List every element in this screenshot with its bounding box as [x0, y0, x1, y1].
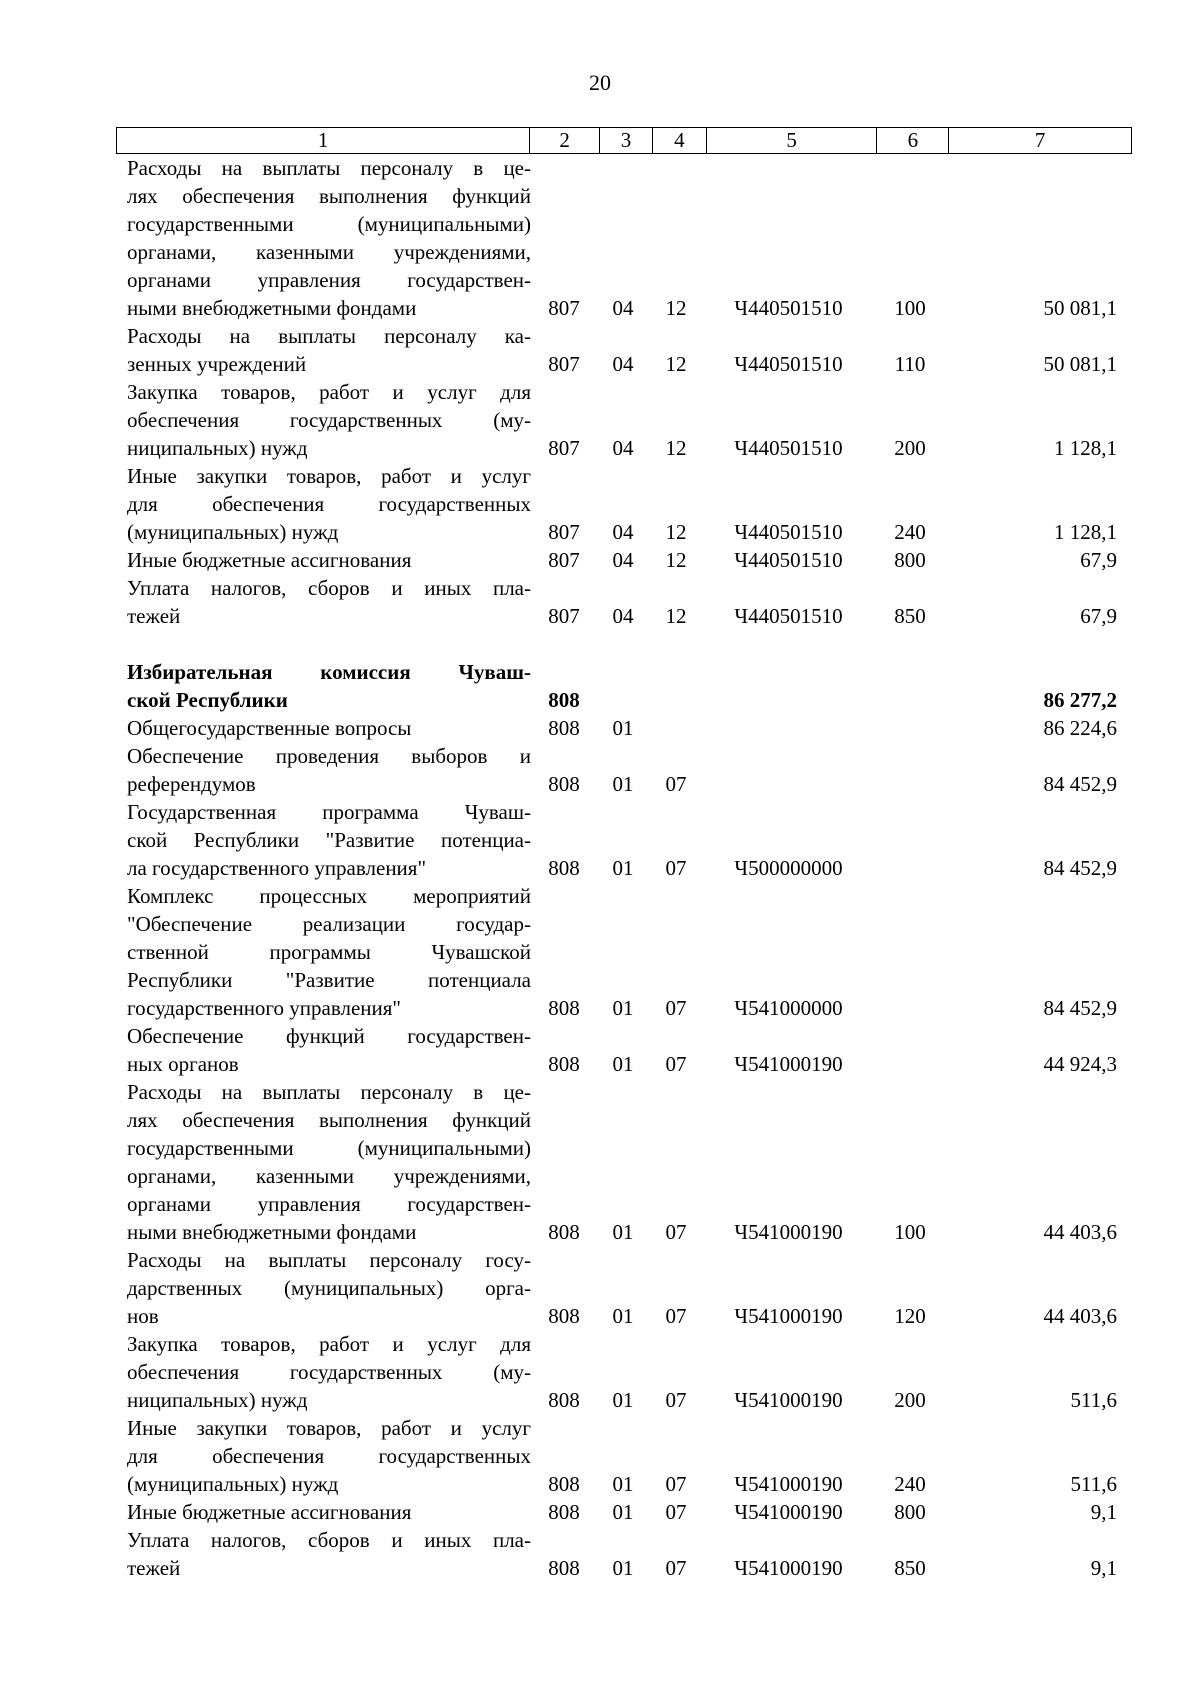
table-row	[116, 798, 1132, 882]
cell-col-5: Ч440501510	[734, 296, 843, 320]
row-name	[116, 882, 531, 1022]
row-name-line: ных органов	[127, 1052, 239, 1076]
header-col-7: 7	[948, 128, 1131, 153]
row-name-line: зенных учреждений	[127, 352, 307, 376]
cell-col-3: 01	[612, 996, 634, 1020]
row-name-line: органами управления государствен-	[127, 1192, 531, 1216]
row-name	[116, 154, 531, 322]
header-col-6: 6	[876, 128, 948, 153]
cell-col-7: 67,9	[1080, 548, 1117, 572]
row-name-line: (муниципальных) нужд	[127, 1472, 339, 1496]
cell-col-7: 511,6	[1070, 1472, 1117, 1496]
row-name-line: государственными (муниципальными)	[127, 212, 531, 236]
cell-col-2: 808	[548, 1556, 580, 1580]
cell-col-7: 84 452,9	[1043, 996, 1117, 1020]
cell-col-3: 04	[612, 296, 634, 320]
row-name-line: Закупка товаров, работ и услуг для	[127, 1332, 531, 1356]
cell-col-7: 44 924,3	[1043, 1052, 1117, 1076]
row-name-line: лях обеспечения выполнения функций	[127, 1108, 531, 1132]
row-name-line: ской Республики "Развитие потенциа-	[127, 828, 531, 852]
table-row	[116, 1246, 1132, 1330]
table-header	[116, 127, 1132, 154]
cell-col-6: 100	[894, 296, 926, 320]
cell-col-3: 04	[612, 436, 634, 460]
cell-col-6: 100	[894, 1220, 926, 1244]
cell-col-5: Ч440501510	[734, 548, 843, 572]
cell-col-7: 50 081,1	[1043, 352, 1117, 376]
cell-col-5: Ч541000190	[734, 1500, 843, 1524]
cell-col-2: 808	[548, 772, 580, 796]
row-name-line: тежей	[127, 604, 181, 628]
section-spacer	[116, 630, 1132, 658]
cell-col-5: Ч440501510	[734, 352, 843, 376]
cell-col-2: 808	[548, 1500, 580, 1524]
cell-col-2: 807	[548, 296, 580, 320]
cell-col-7: 1 128,1	[1054, 520, 1117, 544]
row-name-line: тежей	[127, 1556, 181, 1580]
row-name	[116, 378, 531, 462]
cell-col-3: 01	[612, 1052, 634, 1076]
table-row	[116, 714, 1132, 742]
cell-col-6: 200	[894, 436, 926, 460]
row-name-line: лях обеспечения выполнения функций	[127, 184, 531, 208]
row-name-line: референдумов	[127, 772, 256, 796]
row-name-line: ла государственного управления"	[127, 856, 427, 880]
cell-col-3: 01	[612, 772, 634, 796]
row-name	[116, 574, 531, 630]
row-name	[116, 322, 531, 378]
row-name-line: Комплекс процессных мероприятий	[127, 884, 531, 908]
cell-col-2: 808	[548, 856, 580, 880]
cell-col-7: 1 128,1	[1054, 436, 1117, 460]
row-name-line: Государственная программа Чуваш-	[127, 800, 531, 824]
row-name-line: Уплата налогов, сборов и иных пла-	[127, 576, 531, 600]
row-name	[116, 798, 531, 882]
cell-col-4: 07	[665, 1220, 687, 1244]
cell-col-3: 01	[612, 1388, 634, 1412]
cell-col-6: 110	[894, 352, 926, 376]
cell-col-7: 44 403,6	[1043, 1304, 1117, 1328]
row-name-line: Иные бюджетные ассигнования	[127, 1500, 412, 1524]
cell-col-4: 12	[665, 604, 687, 628]
row-name	[116, 1022, 531, 1078]
header-col-4: 4	[652, 128, 706, 153]
row-name-line: Расходы на выплаты персоналу госу-	[127, 1248, 531, 1272]
row-name-line: Иные бюджетные ассигнования	[127, 548, 412, 572]
row-name-line: для обеспечения государственных	[127, 1444, 531, 1468]
cell-col-2: 808	[548, 1304, 580, 1328]
cell-col-7: 67,9	[1080, 604, 1117, 628]
cell-col-5: Ч541000190	[734, 1472, 843, 1496]
row-name-line: нов	[127, 1304, 159, 1328]
cell-col-4: 12	[665, 436, 687, 460]
table-row	[116, 1414, 1132, 1498]
cell-col-5: Ч541000190	[734, 1220, 843, 1244]
row-name	[116, 714, 531, 742]
row-name-line: "Обеспечение реализации государ-	[127, 912, 531, 936]
cell-col-2: 807	[548, 548, 580, 572]
row-name-line: (муниципальных) нужд	[127, 520, 339, 544]
row-name-line: органами управления государствен-	[127, 268, 531, 292]
table-row	[116, 1330, 1132, 1414]
cell-col-4: 07	[665, 1052, 687, 1076]
cell-col-2: 808	[548, 996, 580, 1020]
cell-col-7: 44 403,6	[1043, 1220, 1117, 1244]
row-name	[116, 1078, 531, 1246]
table-row	[116, 546, 1132, 574]
cell-col-3: 04	[612, 604, 634, 628]
budget-table	[116, 127, 1132, 1582]
cell-col-3: 04	[612, 520, 634, 544]
cell-col-6: 850	[894, 1556, 926, 1580]
cell-col-5: Ч500000000	[734, 856, 843, 880]
row-name-line: Иные закупки товаров, работ и услуг	[127, 464, 531, 488]
cell-col-2: 807	[548, 604, 580, 628]
table-body	[116, 154, 1132, 1582]
cell-col-3: 01	[612, 1220, 634, 1244]
cell-col-5: Ч541000190	[734, 1304, 843, 1328]
row-name-line: обеспечения государственных (му-	[127, 1360, 531, 1384]
cell-col-2: 808	[548, 688, 580, 712]
row-name-line: Республики "Развитие потенциала	[127, 968, 531, 992]
table-row	[116, 462, 1132, 546]
cell-col-2: 807	[548, 520, 580, 544]
table-row	[116, 742, 1132, 798]
cell-col-4: 07	[665, 1556, 687, 1580]
row-name-line: ской Республики	[127, 688, 288, 712]
row-name-line: государственными (муниципальными)	[127, 1136, 531, 1160]
row-name	[116, 1246, 531, 1330]
cell-col-2: 808	[548, 1220, 580, 1244]
cell-col-6: 800	[894, 548, 926, 572]
row-name-line: государственного управления"	[127, 996, 401, 1020]
row-name	[116, 462, 531, 546]
cell-col-4: 12	[665, 548, 687, 572]
cell-col-7: 9,1	[1090, 1556, 1117, 1580]
table-row	[116, 378, 1132, 462]
cell-col-3: 01	[612, 1472, 634, 1496]
cell-col-2: 807	[548, 352, 580, 376]
page-number: 20	[589, 70, 611, 95]
row-name-line: ниципальных) нужд	[127, 1388, 308, 1412]
table-row	[116, 1498, 1132, 1526]
cell-col-7: 86 277,2	[1043, 688, 1117, 712]
row-name-line: Закупка товаров, работ и услуг для	[127, 380, 531, 404]
cell-col-6: 120	[894, 1304, 926, 1328]
row-name-line: ственной программы Чувашской	[127, 940, 531, 964]
header-col-5: 5	[706, 128, 877, 153]
cell-col-4: 07	[665, 1304, 687, 1328]
cell-col-2: 807	[548, 436, 580, 460]
row-name	[116, 1330, 531, 1414]
cell-col-6: 850	[894, 604, 926, 628]
row-name	[116, 1414, 531, 1498]
cell-col-6: 200	[894, 1388, 926, 1412]
cell-col-4: 07	[665, 772, 687, 796]
header-col-3: 3	[599, 128, 652, 153]
row-name-line: Избирательная комиссия Чуваш-	[127, 660, 531, 684]
cell-col-3: 04	[612, 548, 634, 572]
cell-col-5: Ч541000190	[734, 1052, 843, 1076]
cell-col-3: 01	[612, 856, 634, 880]
cell-col-4: 07	[665, 856, 687, 880]
table-row	[116, 322, 1132, 378]
row-name-line: Обеспечение проведения выборов и	[127, 744, 531, 768]
cell-col-4: 07	[665, 1500, 687, 1524]
row-name-line: Расходы на выплаты персоналу ка-	[127, 324, 531, 348]
row-name-line: ными внебюджетными фондами	[127, 296, 417, 320]
table-row	[116, 658, 1132, 714]
cell-col-5: Ч541000190	[734, 1556, 843, 1580]
row-name-line: для обеспечения государственных	[127, 492, 531, 516]
row-name-line: Обеспечение функций государствен-	[127, 1024, 531, 1048]
cell-col-3: 01	[612, 716, 634, 740]
table-row	[116, 154, 1132, 322]
cell-col-2: 808	[548, 1472, 580, 1496]
cell-col-5: Ч440501510	[734, 436, 843, 460]
row-name	[116, 658, 531, 714]
row-name-line: ными внебюджетными фондами	[127, 1220, 417, 1244]
row-name	[116, 1498, 531, 1526]
table-row	[116, 1078, 1132, 1246]
row-name	[116, 1526, 531, 1582]
cell-col-6: 800	[894, 1500, 926, 1524]
row-name-line: обеспечения государственных (му-	[127, 408, 531, 432]
cell-col-4: 07	[665, 996, 687, 1020]
cell-col-5: Ч541000000	[734, 996, 843, 1020]
header-col-2: 2	[529, 128, 599, 153]
row-name-line: Иные закупки товаров, работ и услуг	[127, 1416, 531, 1440]
cell-col-6: 240	[894, 1472, 926, 1496]
cell-col-4: 12	[665, 520, 687, 544]
cell-col-3: 04	[612, 352, 634, 376]
table-row	[116, 1022, 1132, 1078]
cell-col-6: 240	[894, 520, 926, 544]
row-name-line: Расходы на выплаты персоналу в це-	[127, 156, 531, 180]
cell-col-4: 12	[665, 296, 687, 320]
cell-col-5: Ч541000190	[734, 1388, 843, 1412]
cell-col-4: 07	[665, 1388, 687, 1412]
row-name-line: Общегосударственные вопросы	[127, 716, 412, 740]
cell-col-3: 01	[612, 1304, 634, 1328]
header-col-1: 1	[317, 128, 329, 152]
row-name-line: Расходы на выплаты персоналу в це-	[127, 1080, 531, 1104]
table-row	[116, 1526, 1132, 1582]
cell-col-7: 511,6	[1070, 1388, 1117, 1412]
row-name-line: ниципальных) нужд	[127, 436, 308, 460]
row-name-line: органами, казенными учреждениями,	[127, 240, 531, 264]
cell-col-7: 84 452,9	[1043, 772, 1117, 796]
cell-col-5: Ч440501510	[734, 520, 843, 544]
cell-col-2: 808	[548, 716, 580, 740]
cell-col-3: 01	[612, 1556, 634, 1580]
cell-col-7: 50 081,1	[1043, 296, 1117, 320]
cell-col-5: Ч440501510	[734, 604, 843, 628]
table-row	[116, 574, 1132, 630]
cell-col-7: 86 224,6	[1043, 716, 1117, 740]
cell-col-2: 808	[548, 1388, 580, 1412]
cell-col-3: 01	[612, 1500, 634, 1524]
row-name-line: дарственных (муниципальных) орга-	[127, 1276, 531, 1300]
cell-col-7: 84 452,9	[1043, 856, 1117, 880]
table-row	[116, 882, 1132, 1022]
cell-col-7: 9,1	[1090, 1500, 1117, 1524]
row-name	[116, 742, 531, 798]
cell-col-2: 808	[548, 1052, 580, 1076]
row-name-line: органами, казенными учреждениями,	[127, 1164, 531, 1188]
cell-col-4: 07	[665, 1472, 687, 1496]
row-name-line: Уплата налогов, сборов и иных пла-	[127, 1528, 531, 1552]
row-name	[116, 546, 531, 574]
cell-col-4: 12	[665, 352, 687, 376]
